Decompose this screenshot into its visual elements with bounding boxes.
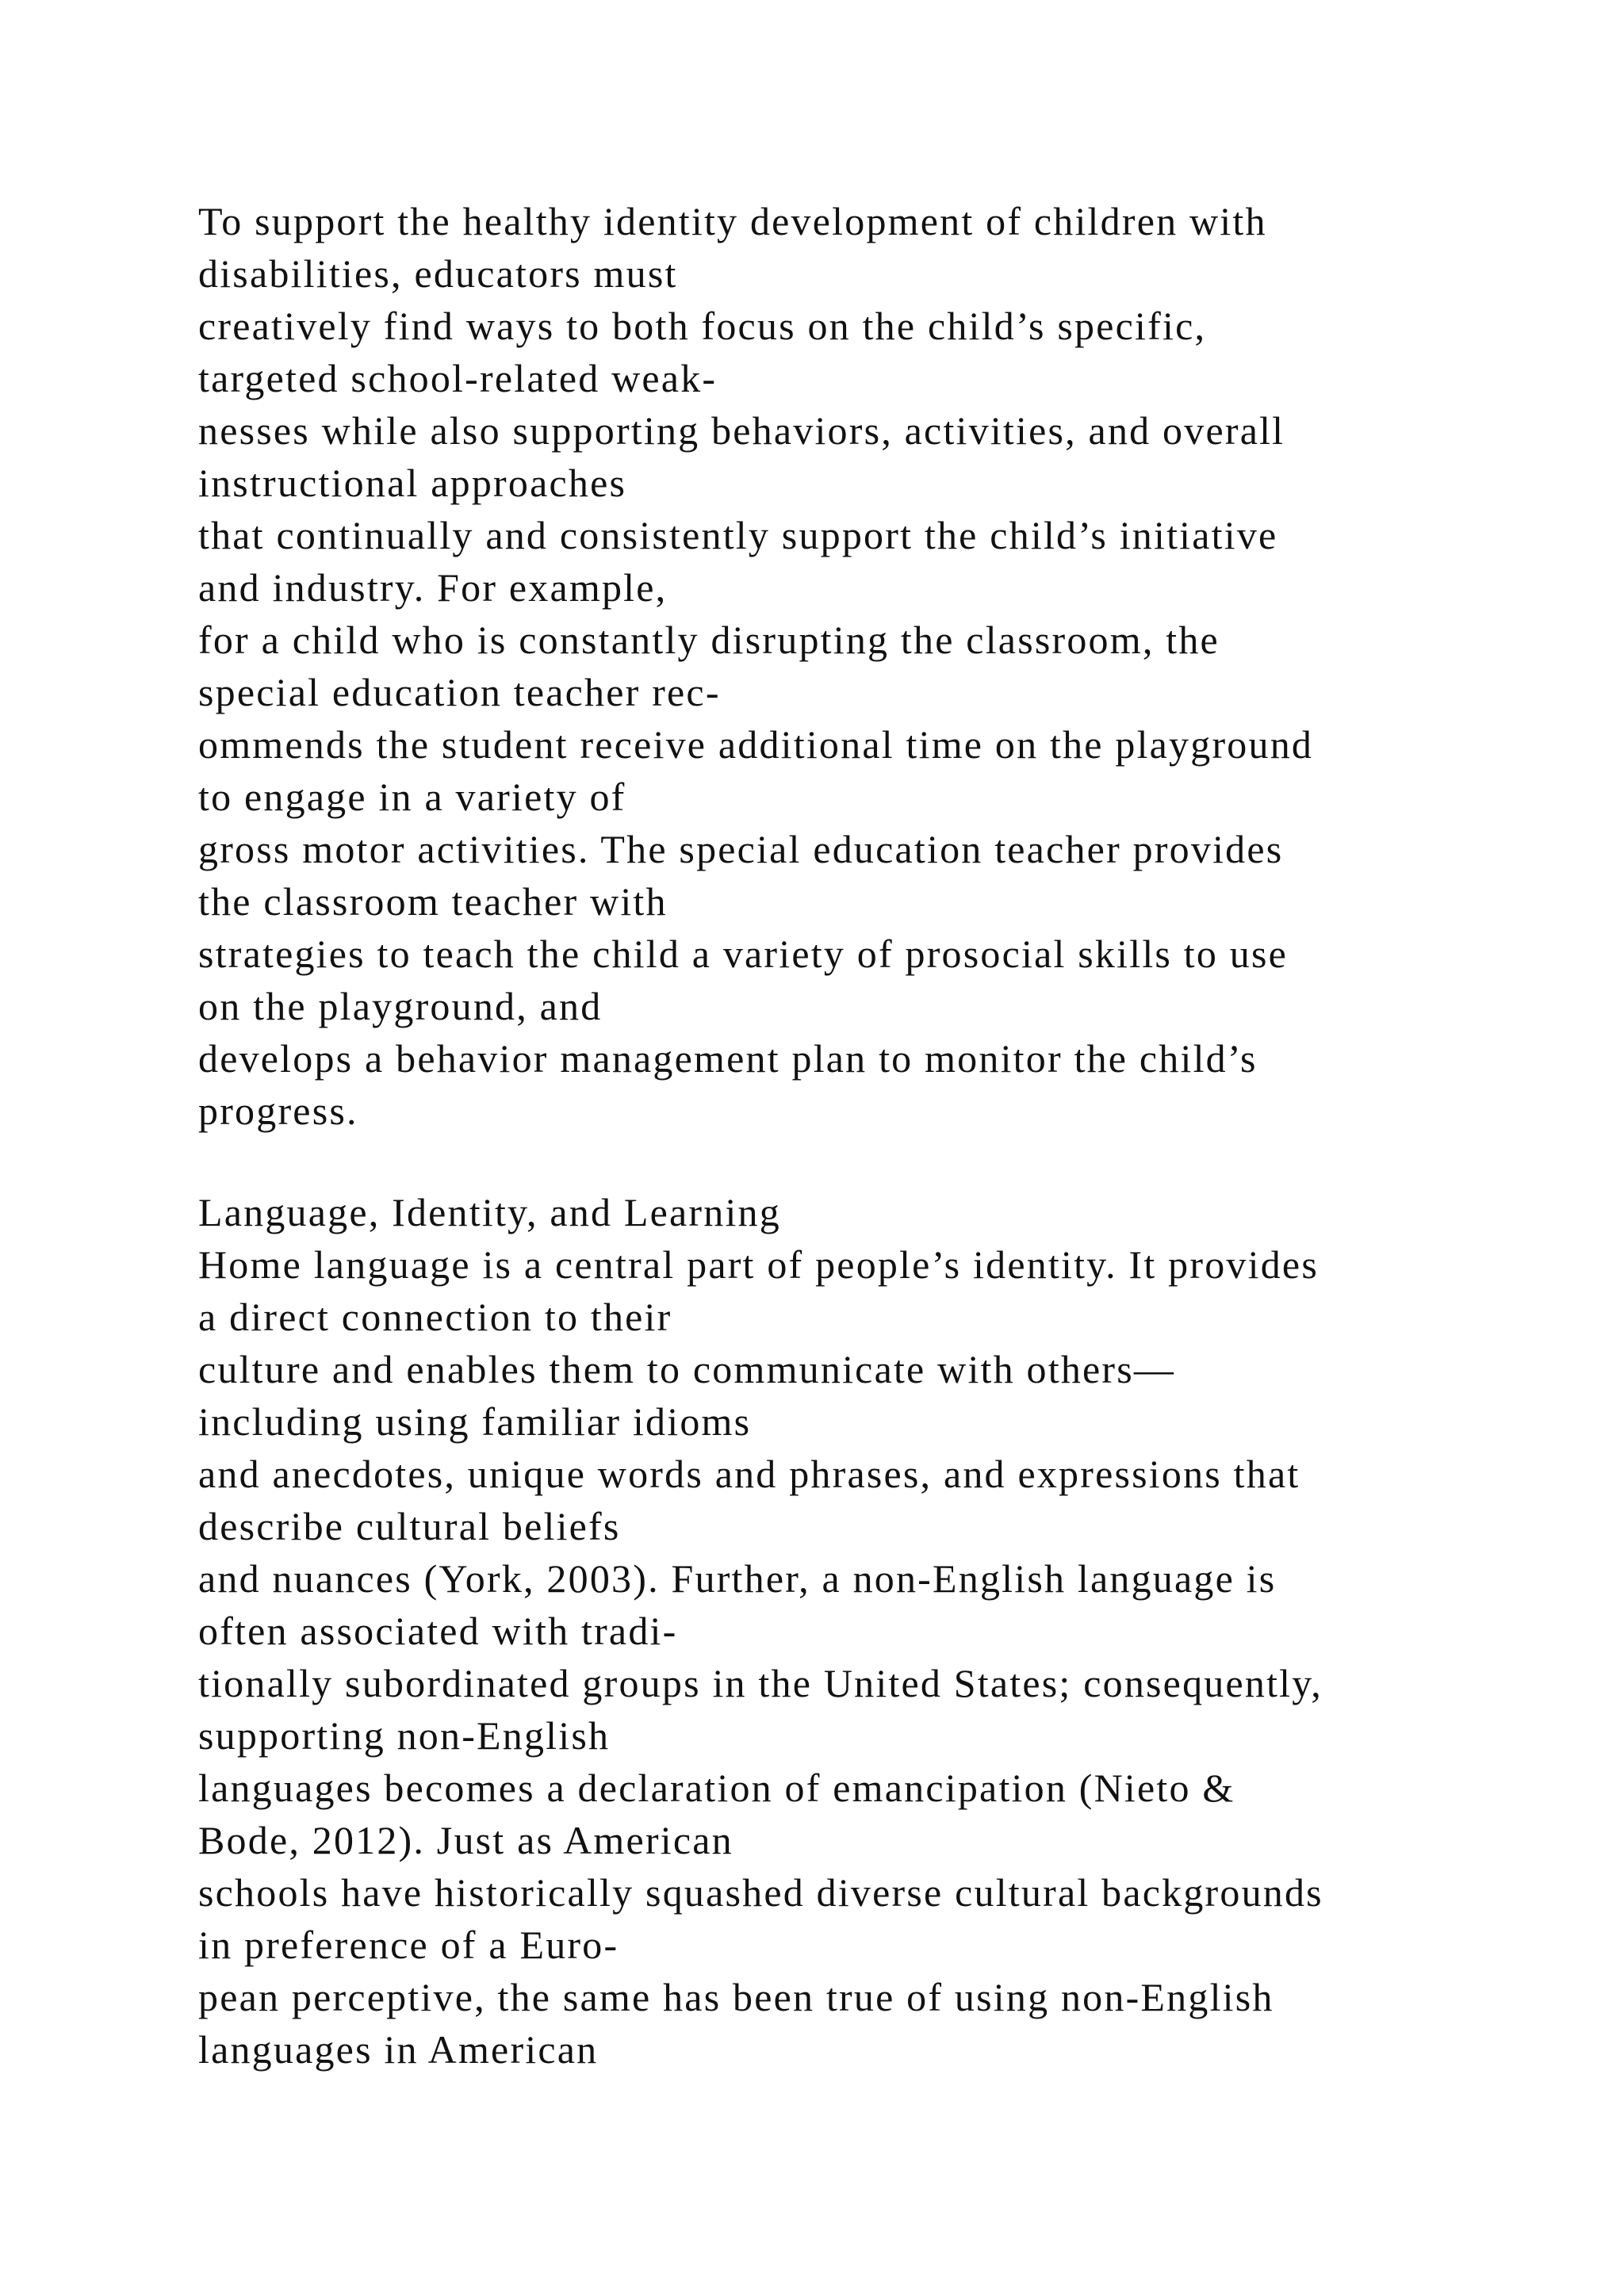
- text-line: on the playground, and: [198, 984, 603, 1028]
- text-line: Bode, 2012). Just as American: [198, 1818, 733, 1862]
- text-line: languages in American: [198, 2027, 599, 2072]
- text-line: develops a behavior management plan to monitor the child’s: [198, 1036, 1258, 1081]
- text-line: and industry. For example,: [198, 565, 668, 610]
- section-heading-text: Language, Identity, and Learning: [198, 1190, 781, 1234]
- text-line: culture and enables them to communicate with others—: [198, 1347, 1176, 1391]
- text-line: for a child who is constantly disrupting the classroom, the: [198, 618, 1220, 662]
- text-line: and anecdotes, unique words and phrases, and expressions that: [198, 1452, 1300, 1496]
- text-line: disabilities, educators must: [198, 251, 678, 296]
- text-line: gross motor activities. The special education teacher provides: [198, 827, 1284, 871]
- text-line: strategies to teach the child a variety of prosocial skills to use: [198, 932, 1289, 976]
- text-line: creatively find ways to both focus on the child’s specific,: [198, 304, 1207, 348]
- text-line: instructional approaches: [198, 461, 627, 505]
- text-line: in preference of a Euro-: [198, 1923, 619, 1967]
- paragraph-language-identity: [198, 1238, 1507, 2076]
- text-line: To support the healthy identity development of children with: [198, 199, 1267, 243]
- text-line: Home language is a central part of people’s identity. It provides: [198, 1242, 1319, 1287]
- text-line: a direct connection to their: [198, 1295, 672, 1339]
- paragraph-identity-disabilities: [198, 195, 1507, 1137]
- text-line: describe cultural beliefs: [198, 1504, 621, 1548]
- text-line: progress.: [198, 1089, 358, 1133]
- text-line: languages becomes a declaration of emancipation (Nieto &: [198, 1766, 1235, 1810]
- text-line: special education teacher rec-: [198, 670, 721, 714]
- text-line: the classroom teacher with: [198, 879, 668, 924]
- text-line: and nuances (York, 2003). Further, a non-English language is: [198, 1556, 1277, 1601]
- text-line: schools have historically squashed diverse cultural backgrounds: [198, 1870, 1323, 1915]
- text-line: supporting non-English: [198, 1713, 611, 1758]
- text-line: ommends the student receive additional time on the playground: [198, 722, 1314, 767]
- text-line: to engage in a variety of: [198, 775, 626, 819]
- text-line: including using familiar idioms: [198, 1399, 752, 1444]
- section-heading: [198, 1186, 1507, 1238]
- text-line: tionally subordinated groups in the United States; consequently,: [198, 1661, 1323, 1705]
- text-line: that continually and consistently support the child’s initiative: [198, 513, 1278, 557]
- text-line: targeted school-related weak-: [198, 356, 718, 400]
- text-line: nesses while also supporting behaviors, activities, and overall: [198, 408, 1285, 453]
- text-line: pean perceptive, the same has been true of using non-English: [198, 1975, 1274, 2019]
- text-line: often associated with tradi-: [198, 1609, 678, 1653]
